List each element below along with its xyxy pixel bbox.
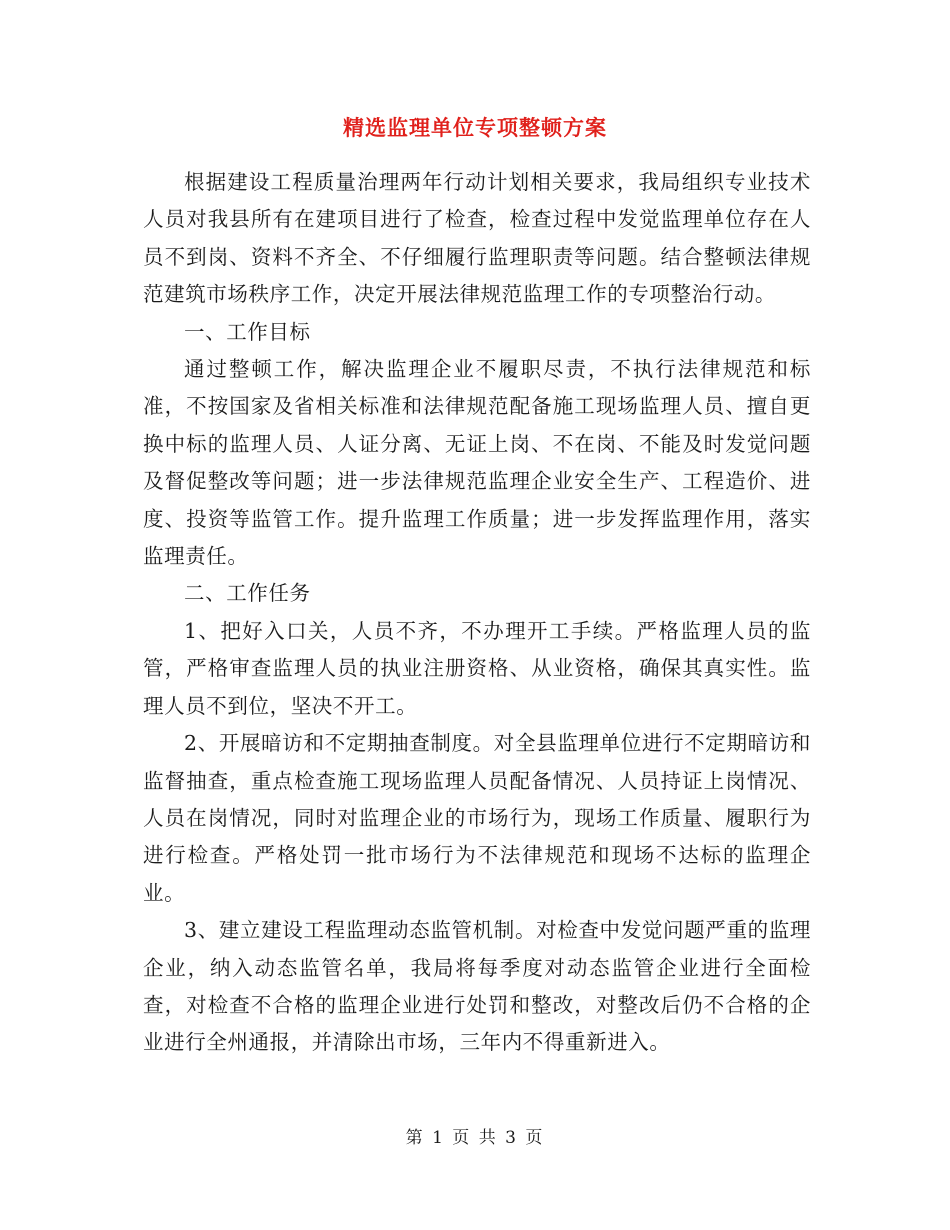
document-title: 精选监理单位专项整顿方案 [343, 115, 607, 140]
task-paragraph-1: 1、把好入口关，人员不齐，不办理开工手续。严格监理人员的监管，严格审查监理人员的执业注册资格、从业资格，确保其真实性。监理人员不到位，坚决不开工。 [143, 618, 811, 718]
section-heading-goals: 一、工作目标 [184, 319, 311, 344]
intro-paragraph: 根据建设工程质量治理两年行动计划相关要求，我局组织专业技术人员对我县所有在建项目进行了检查，检查过程中发觉监理单位存在人员不到岗、资料不齐全、不仔细履行监理职责等问题。结合整顿法律规范建筑市场秩序工作，决定开展法律规范监理工作的专项整治行动。 [143, 170, 811, 307]
task-paragraph-2: 2、开展暗访和不定期抽查制度。对全县监理单位进行不定期暗访和监督抽查，重点检查施工现场监理人员配备情况、人员持证上岗情况、人员在岗情况，同时对监理企业的市场行为，现场工作质量、履职行为进行检查。严格处罚一批市场行为不法律规范和现场不达标的监理企业。 [143, 731, 811, 905]
goals-paragraph: 通过整顿工作，解决监理企业不履职尽责，不执行法律规范和标准，不按国家及省相关标准和法律规范配备施工现场监理人员、擅自更换中标的监理人员、人证分离、无证上岗、不在岗、不能及时发觉问题及督促整改等问题；进一步法律规范监理企业安全生产、工程造价、进度、投资等监管工作。提升监理工作质量；进一步发挥监理作用，落实监理责任。 [143, 357, 811, 569]
page-number-footer: 第 1 页 共 3 页 [405, 1128, 545, 1148]
section-heading-tasks: 二、工作任务 [184, 581, 311, 606]
task-paragraph-3: 3、建立建设工程监理动态监管机制。对检查中发觉问题严重的监理企业，纳入动态监管名单，我局将每季度对动态监管企业进行全面检查，对检查不合格的监理企业进行处罚和整改，对整改后仍不合格的企业进行全州通报，并清除出市场，三年内不得重新进入。 [143, 918, 811, 1055]
document-body [143, 164, 811, 1062]
